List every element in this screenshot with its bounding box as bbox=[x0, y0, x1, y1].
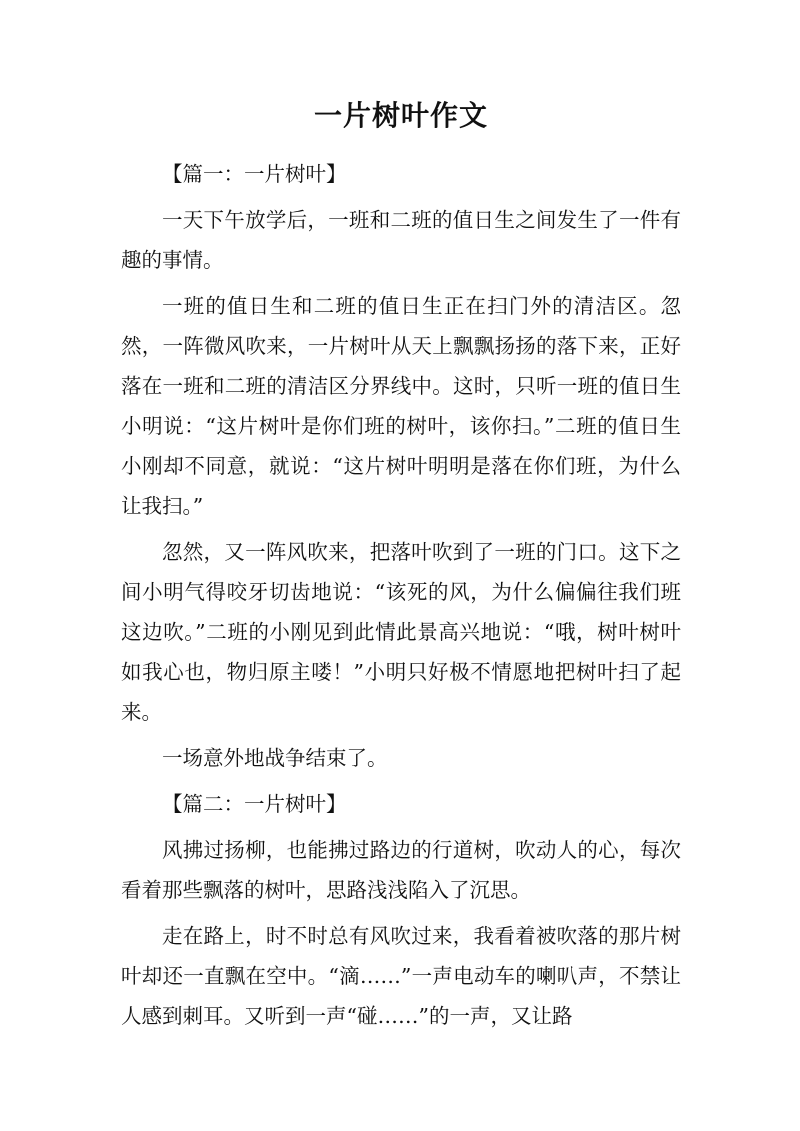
section-heading: 【篇一：一片树叶】 bbox=[162, 162, 347, 186]
section-1 bbox=[121, 154, 681, 778]
paragraph: 一场意外地战争结束了。 bbox=[162, 746, 388, 770]
paragraph: 忽然，又一阵风吹来，把落叶吹到了一班的门口。这下之间小明气得咬牙切齿地说：“该死的风，为什么偏偏往我们班这边吹。”二班的小刚见到此情此景高兴地说：“哦，树叶树叶如我心也，物归原主喽！”小明只好极不情愿地把树叶扫了起来。 bbox=[121, 540, 681, 724]
document-page bbox=[121, 96, 681, 1042]
section-heading: 【篇二：一片树叶】 bbox=[162, 792, 347, 816]
paragraph: 风拂过扬柳，也能拂过路边的行道树，吹动人的心，每次看着那些飘落的树叶，思路浅浅陷入了沉思。 bbox=[121, 838, 681, 902]
document-title: 一片树叶作文 bbox=[313, 99, 488, 132]
section-2 bbox=[121, 784, 681, 1036]
paragraph: 走在路上，时不时总有风吹过来，我看着被吹落的那片树叶却还一直飘在空中。“滴……”一声电动车的喇叭声，不禁让人感到刺耳。又听到一声“碰……”的一声，又让路 bbox=[121, 924, 681, 1028]
paragraph: 一天下午放学后，一班和二班的值日生之间发生了一件有趣的事情。 bbox=[121, 208, 681, 272]
paragraph: 一班的值日生和二班的值日生正在扫门外的清洁区。忽然，一阵微风吹来，一片树叶从天上飘飘扬扬的落下来，正好落在一班和二班的清洁区分界线中。这时，只听一班的值日生小明说：“这片树叶是你们班的树叶，该你扫。”二班的值日生小刚却不同意，就说：“这片树叶明明是落在你们班，为什么让我扫。” bbox=[121, 294, 681, 518]
